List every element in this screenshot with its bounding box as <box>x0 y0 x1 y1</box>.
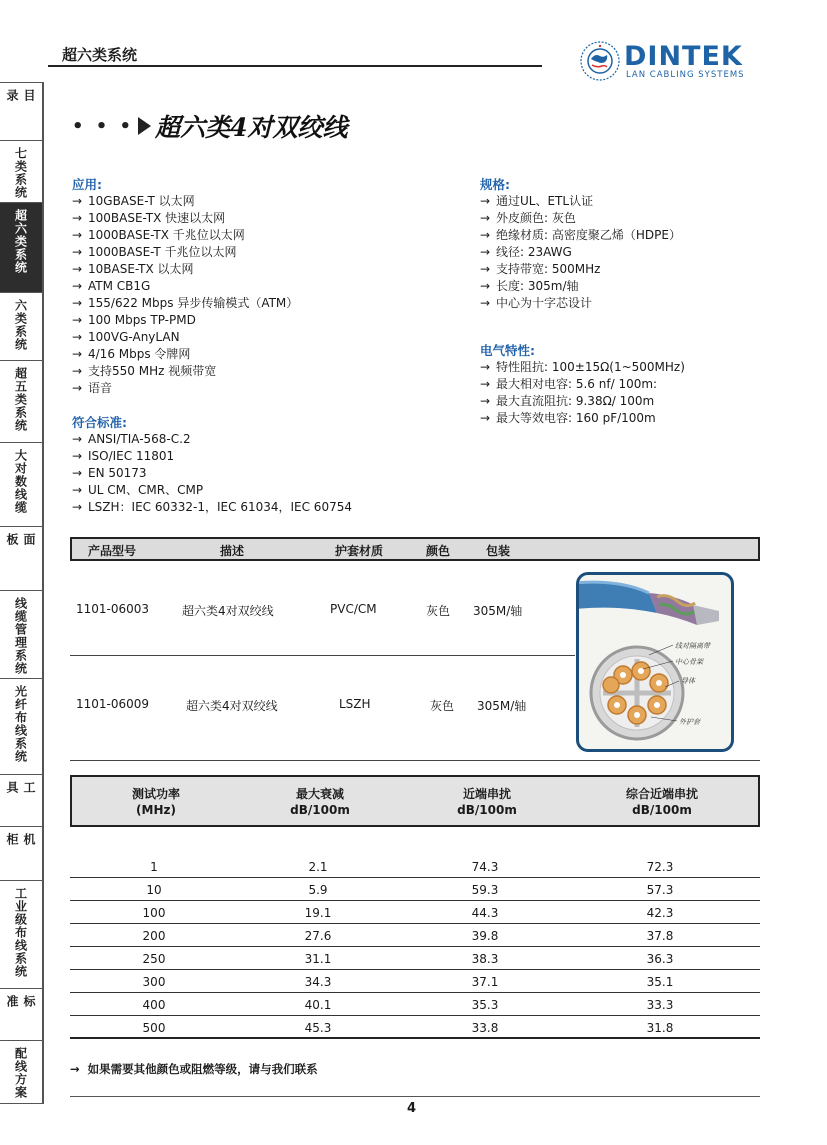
table-cell: 5.9 <box>308 883 328 897</box>
list-item <box>72 312 298 329</box>
sidebar-item-faceplates[interactable] <box>0 526 44 590</box>
list-item-text: 绝缘材质: 高密度聚乙烯（HDPE） <box>496 228 681 242</box>
product-table-bottom-rule <box>70 760 760 761</box>
arrow-icon: → <box>70 1062 80 1076</box>
table-row <box>70 878 760 901</box>
footer-rule <box>70 1096 760 1097</box>
arrow-icon: → <box>480 262 491 276</box>
list-item-text: EN 50173 <box>88 466 147 480</box>
table-row <box>70 901 760 924</box>
header-cell: 包装 <box>486 544 511 558</box>
list-item <box>72 295 298 312</box>
arrow-icon: → <box>480 194 491 208</box>
list-item <box>480 227 681 244</box>
sidebar-item-label: 六类系统 <box>13 299 28 351</box>
header-cell <box>240 786 400 818</box>
list-item-text: 最大直流阻抗: 9.38Ω/ 100m <box>496 394 655 408</box>
arrow-icon: → <box>72 211 83 225</box>
footnote-text: 如果需要其他颜色或阻燃等级，请与我们联系 <box>87 1062 318 1076</box>
jacket-cell: PVC/CM <box>330 602 377 616</box>
list-item <box>72 261 298 278</box>
arrow-icon: → <box>72 313 83 327</box>
page-title: 超六类4对双绞线 <box>155 113 348 142</box>
sidebar-item-cable-management[interactable] <box>0 590 44 678</box>
sidebar-item-cat6a[interactable] <box>0 202 44 292</box>
header-line: 综合近端串扰 <box>625 787 698 801</box>
table-cell: 38.3 <box>471 952 499 966</box>
list-item <box>480 410 685 427</box>
sidebar-item-label: 面板 <box>5 533 36 563</box>
list-item-text: 4/16 Mbps 令牌网 <box>88 347 191 361</box>
list-item-text: 100VG-AnyLAN <box>88 330 180 344</box>
cable-label: 线对隔离带 <box>675 642 710 650</box>
arrow-icon: → <box>72 432 83 446</box>
header-line: dB/100m <box>632 803 692 817</box>
description-cell: 超六类4对双绞线 <box>182 604 274 618</box>
electrical-heading: 电气特性: <box>480 343 535 358</box>
list-item <box>72 227 298 244</box>
table-cell: 72.3 <box>646 860 674 874</box>
list-item <box>480 210 681 227</box>
table-cell: 34.3 <box>304 975 332 989</box>
logo-subtitle: LAN CABLING SYSTEMS <box>626 70 745 80</box>
list-item <box>480 295 681 312</box>
arrow-icon: → <box>72 262 83 276</box>
header-line: 最大衰减 <box>295 787 344 801</box>
sidebar-item-fiber-cabling[interactable] <box>0 678 44 774</box>
product-table-header <box>70 537 760 561</box>
table-cell: 59.3 <box>471 883 499 897</box>
arrow-icon: → <box>72 364 83 378</box>
arrow-icon: → <box>72 449 83 463</box>
model-cell: 1101-06003 <box>76 602 150 616</box>
table-row <box>70 970 760 993</box>
table-cell: 19.1 <box>304 906 332 920</box>
table-cell: 10 <box>146 883 162 897</box>
list-item <box>72 210 298 227</box>
table-row <box>70 1016 760 1039</box>
arrow-icon: → <box>72 279 83 293</box>
list-item-text: 通过UL、ETL认证 <box>496 194 594 208</box>
list-item-text: 线径: 23AWG <box>496 245 572 259</box>
list-item <box>72 244 298 261</box>
performance-table-header <box>70 775 760 827</box>
table-row <box>70 924 760 947</box>
table-cell: 200 <box>142 929 166 943</box>
jacket-cell: LSZH <box>339 697 371 711</box>
arrow-icon: → <box>72 245 83 259</box>
cable-image <box>576 572 734 752</box>
list-item <box>72 278 298 295</box>
sidebar-item-label: 目录 <box>5 89 36 119</box>
sidebar-item-multipair-cable[interactable] <box>0 442 44 526</box>
table-cell: 36.3 <box>646 952 674 966</box>
table-cell: 45.3 <box>304 1021 332 1035</box>
table-cell: 44.3 <box>471 906 499 920</box>
table-cell: 250 <box>142 952 166 966</box>
sidebar-item-label: 机柜 <box>5 833 36 863</box>
list-item <box>72 499 352 516</box>
cable-label: 外护套 <box>679 718 700 726</box>
header-cell: 描述 <box>220 544 245 558</box>
table-cell: 57.3 <box>646 883 674 897</box>
table-cell: 300 <box>142 975 166 989</box>
list-item-text: 1000BASE-TX 千兆位以太网 <box>88 228 245 242</box>
table-cell: 35.3 <box>471 998 499 1012</box>
list-item <box>480 261 681 278</box>
arrow-icon: → <box>480 279 491 293</box>
list-item <box>72 448 352 465</box>
table-cell: 39.8 <box>471 929 499 943</box>
footnote <box>70 1061 318 1077</box>
arrow-icon: → <box>72 228 83 242</box>
dintek-logo <box>578 40 768 82</box>
list-item-text: 100BASE-TX 快速以太网 <box>88 211 226 225</box>
logo-brand: DINTEK <box>624 41 743 72</box>
sidebar-item-label: 配线方案 <box>13 1047 28 1099</box>
arrow-icon: → <box>480 245 491 259</box>
table-cell: 42.3 <box>646 906 674 920</box>
arrow-icon: → <box>480 411 491 425</box>
specs-block <box>480 176 681 312</box>
header-cell <box>572 786 752 818</box>
list-item-text: 10BASE-TX 以太网 <box>88 262 194 276</box>
list-item-text: ISO/IEC 11801 <box>88 449 175 463</box>
sidebar-item-standards[interactable] <box>0 988 44 1040</box>
sidebar-item-label: 标准 <box>5 995 36 1025</box>
list-item <box>72 482 352 499</box>
table-cell: 33.3 <box>646 998 674 1012</box>
package-cell: 305M/轴 <box>473 604 523 618</box>
list-item <box>72 363 298 380</box>
sidebar-item-label: 工业级布线系统 <box>13 887 28 978</box>
color-cell: 灰色 <box>426 604 451 618</box>
list-item-text: 最大等效电容: 160 pF/100m <box>496 411 656 425</box>
description-cell: 超六类4对双绞线 <box>186 699 278 713</box>
arrow-icon: → <box>72 483 83 497</box>
header-cell: 产品型号 <box>88 544 137 558</box>
header-title: 超六类系统 <box>62 46 138 64</box>
page-number: 4 <box>407 1101 417 1116</box>
sidebar-item-label: 超五类系统 <box>13 367 28 432</box>
table-row <box>70 947 760 970</box>
list-item <box>480 278 681 295</box>
table-cell: 1 <box>150 860 158 874</box>
table-row <box>70 855 760 878</box>
arrow-icon: → <box>72 194 83 208</box>
sidebar-item-industrial-cabling[interactable] <box>0 880 44 988</box>
table-cell: 37.8 <box>646 929 674 943</box>
list-item <box>480 376 685 393</box>
table-cell: 27.6 <box>304 929 332 943</box>
sidebar-item-cabinets[interactable] <box>0 826 44 880</box>
specs-list <box>480 193 681 312</box>
table-cell: 400 <box>142 998 166 1012</box>
list-item <box>480 193 681 210</box>
table-cell: 33.8 <box>471 1021 499 1035</box>
list-item-text: UL CM、CMR、CMP <box>88 483 204 497</box>
sidebar-item-cat5e[interactable] <box>0 360 44 442</box>
list-item-text: LSZH：IEC 60332-1，IEC 61034，IEC 60754 <box>88 500 352 514</box>
sidebar-item-label: 线缆管理系统 <box>13 597 28 675</box>
arrow-icon: → <box>72 330 83 344</box>
list-item-text: ATM CB1G <box>88 279 151 293</box>
electrical-block <box>480 342 685 427</box>
list-item <box>72 346 298 363</box>
standards-block <box>72 414 352 516</box>
sidebar-item-cat6[interactable] <box>0 292 44 360</box>
list-item-text: 1000BASE-T 千兆位以太网 <box>88 245 237 259</box>
cable-cross-section-illustration <box>579 575 731 749</box>
table-cell: 37.1 <box>471 975 499 989</box>
cable-label: 导体 <box>681 677 695 685</box>
table-cell: 500 <box>142 1021 166 1035</box>
globe-emblem-icon <box>578 40 622 82</box>
sidebar-item-label: 超六类系统 <box>13 209 28 274</box>
list-item-text: 155/622 Mbps 异步传输模式（ATM） <box>88 296 299 310</box>
arrow-icon: → <box>72 466 83 480</box>
applications-heading: 应用: <box>72 177 102 192</box>
table-cell: 35.1 <box>646 975 674 989</box>
list-item <box>480 359 685 376</box>
standards-heading: 符合标准: <box>72 415 127 430</box>
header-line: (MHz) <box>136 803 176 817</box>
title-arrow-icon <box>138 117 151 135</box>
list-item <box>480 244 681 261</box>
sidebar-item-cat7[interactable] <box>0 140 44 202</box>
list-item-text: 特性阻抗: 100±15Ω(1~500MHz) <box>496 360 685 374</box>
list-item-text: 外皮颜色: 灰色 <box>496 211 576 225</box>
list-item-text: 语音 <box>88 381 113 395</box>
list-item <box>72 380 298 397</box>
list-item <box>72 329 298 346</box>
specs-heading: 规格: <box>480 177 510 192</box>
electrical-list <box>480 359 685 427</box>
table-cell: 100 <box>142 906 166 920</box>
standards-list <box>72 431 352 516</box>
header-rule <box>48 65 542 67</box>
arrow-icon: → <box>72 296 83 310</box>
list-item-text: 100 Mbps TP-PMD <box>88 313 196 327</box>
list-item <box>72 431 352 448</box>
section-title <box>72 108 347 144</box>
sidebar-item-label: 七类系统 <box>13 147 28 199</box>
list-item-text: 10GBASE-T 以太网 <box>88 194 195 208</box>
sidebar-item-label: 大对数线缆 <box>13 449 28 514</box>
table-cell: 2.1 <box>308 860 328 874</box>
list-item-text: 支持550 MHz 视频带宽 <box>88 364 217 378</box>
product-row-divider <box>70 655 575 656</box>
table-cell: 31.1 <box>304 952 332 966</box>
sidebar-item-contents[interactable] <box>0 82 44 140</box>
list-item-text: 最大相对电容: 5.6 nf/ 100m: <box>496 377 658 391</box>
header-cell <box>412 786 562 818</box>
title-dots: • • • <box>72 115 135 137</box>
arrow-icon: → <box>480 360 491 374</box>
model-cell: 1101-06009 <box>76 697 150 711</box>
header-line: dB/100m <box>457 803 517 817</box>
sidebar-item-tools[interactable] <box>0 774 44 826</box>
arrow-icon: → <box>480 211 491 225</box>
color-cell: 灰色 <box>430 699 455 713</box>
arrow-icon: → <box>72 381 83 395</box>
sidebar-item-label: 光纤布线系统 <box>13 685 28 763</box>
header-cell <box>72 786 240 818</box>
performance-table-body <box>70 855 760 1039</box>
arrow-icon: → <box>480 394 491 408</box>
package-cell: 305M/轴 <box>477 699 527 713</box>
list-item <box>480 393 685 410</box>
sidebar-item-label: 工具 <box>5 781 36 811</box>
header-cell: 护套材质 <box>335 544 384 558</box>
list-item-text: 中心为十字芯设计 <box>496 296 593 310</box>
list-item-text: 支持带宽: 500MHz <box>496 262 601 276</box>
table-cell: 31.8 <box>646 1021 674 1035</box>
arrow-icon: → <box>480 377 491 391</box>
table-cell: 74.3 <box>471 860 499 874</box>
list-item <box>72 465 352 482</box>
list-item <box>72 193 298 210</box>
header-line: 近端串扰 <box>462 787 511 801</box>
arrow-icon: → <box>72 347 83 361</box>
cable-label: 中心骨架 <box>675 658 703 666</box>
list-item-text: ANSI/TIA-568-C.2 <box>88 432 191 446</box>
sidebar-item-wiring-solutions[interactable] <box>0 1040 44 1104</box>
applications-block <box>72 176 298 397</box>
applications-list <box>72 193 298 397</box>
arrow-icon: → <box>480 228 491 242</box>
arrow-icon: → <box>480 296 491 310</box>
header-line: 测试功率 <box>131 787 180 801</box>
list-item-text: 长度: 305m/轴 <box>496 279 579 293</box>
table-row <box>70 993 760 1016</box>
header-line: dB/100m <box>290 803 350 817</box>
table-cell: 40.1 <box>304 998 332 1012</box>
header-cell: 颜色 <box>426 544 451 558</box>
arrow-icon: → <box>72 500 83 514</box>
